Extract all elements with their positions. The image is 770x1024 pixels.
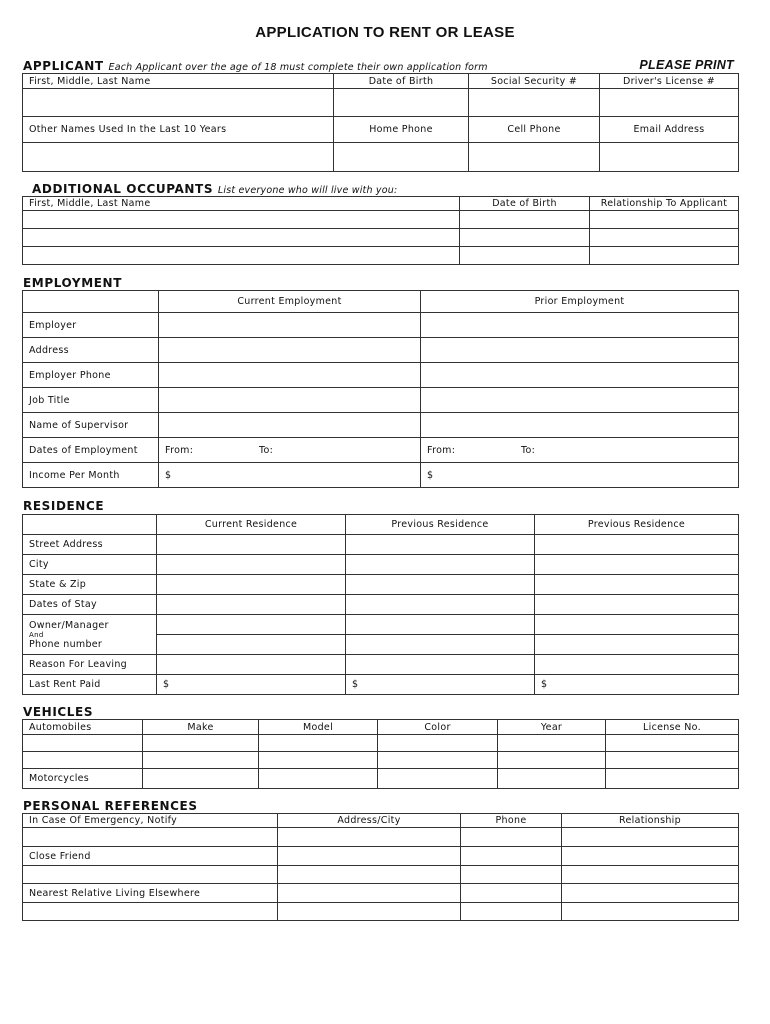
last-rent-paid-label: Last Rent Paid: [23, 675, 157, 695]
residence-field[interactable]: [535, 655, 739, 675]
other-names-field[interactable]: [23, 143, 334, 172]
reference-field[interactable]: [461, 884, 562, 903]
reference-field[interactable]: [562, 903, 739, 921]
residence-field[interactable]: [346, 655, 535, 675]
applicant-license-label: Driver's License #: [600, 74, 739, 89]
address-city-header: Address/City: [278, 814, 461, 828]
vehicle-field[interactable]: [606, 735, 739, 752]
occupants-note: List everyone who will live with you:: [217, 185, 398, 196]
vehicle-field[interactable]: [143, 752, 259, 769]
prior-phone-field[interactable]: [421, 363, 739, 388]
residence-field[interactable]: [157, 635, 346, 655]
dates-of-employment-label: Dates of Employment: [23, 438, 159, 463]
current-employer-field[interactable]: [159, 313, 421, 338]
employer-label: Employer: [23, 313, 159, 338]
residence-field[interactable]: [535, 555, 739, 575]
state-zip-label: State & Zip: [23, 575, 157, 595]
reference-field[interactable]: [278, 847, 461, 866]
license-header: License No.: [606, 720, 739, 735]
currency-symbol: $: [541, 679, 548, 690]
prior-employer-field[interactable]: [421, 313, 739, 338]
current-phone-field[interactable]: [159, 363, 421, 388]
residence-field[interactable]: [346, 535, 535, 555]
occupant-dob-field[interactable]: [460, 211, 590, 229]
applicant-dob-field[interactable]: [334, 89, 469, 117]
emergency-contact-header: In Case Of Emergency, Notify: [23, 814, 278, 828]
vehicle-field[interactable]: [23, 752, 143, 769]
residence-field[interactable]: [346, 595, 535, 615]
currency-symbol: $: [427, 469, 434, 481]
residence-corner: [23, 515, 157, 535]
occupant-relationship-field[interactable]: [590, 211, 739, 229]
vehicle-field[interactable]: [378, 752, 498, 769]
applicant-license-field[interactable]: [600, 89, 739, 117]
motorcycles-label: Motorcycles: [23, 769, 143, 789]
vehicle-field[interactable]: [378, 735, 498, 752]
occupants-section-heading: [32, 182, 397, 196]
residence-heading: RESIDENCE: [23, 499, 105, 513]
reference-field[interactable]: [278, 884, 461, 903]
previous-residence-header: Previous Residence: [346, 515, 535, 535]
residence-field[interactable]: [346, 615, 535, 635]
applicant-table: [22, 73, 739, 172]
year-header: Year: [498, 720, 606, 735]
currency-symbol: $: [165, 469, 172, 481]
phone-number-text: Phone number: [29, 638, 103, 650]
color-header: Color: [378, 720, 498, 735]
previous-residence-header-2: Previous Residence: [535, 515, 739, 535]
residence-table: [22, 514, 739, 695]
vehicle-field[interactable]: [259, 735, 378, 752]
currency-symbol: $: [352, 679, 359, 690]
reference-field[interactable]: [562, 847, 739, 866]
occupants-table: [22, 196, 739, 265]
prior-income-field[interactable]: [421, 463, 739, 488]
email-field[interactable]: [600, 143, 739, 172]
occupant-relationship-field[interactable]: [590, 229, 739, 247]
other-names-label: Other Names Used In the Last 10 Years: [23, 117, 334, 143]
residence-field[interactable]: [346, 635, 535, 655]
reference-field[interactable]: [23, 828, 278, 847]
owner-manager-text: Owner/Manager: [29, 619, 109, 631]
applicant-name-label: First, Middle, Last Name: [23, 74, 334, 89]
reference-field[interactable]: [562, 884, 739, 903]
references-table: [22, 813, 739, 921]
please-print-label: PLEASE PRINT: [639, 58, 734, 72]
vehicles-heading: VEHICLES: [23, 705, 94, 719]
vehicle-field[interactable]: [143, 735, 259, 752]
current-supervisor-field[interactable]: [159, 413, 421, 438]
residence-field[interactable]: [346, 575, 535, 595]
and-text: And: [29, 630, 44, 639]
residence-field[interactable]: [346, 555, 535, 575]
rent-field[interactable]: [535, 675, 739, 695]
to-label: To:: [259, 444, 274, 456]
reference-field[interactable]: [562, 828, 739, 847]
nearest-relative-label: Nearest Relative Living Elsewhere: [23, 884, 278, 903]
reference-field[interactable]: [461, 847, 562, 866]
current-job-title-field[interactable]: [159, 388, 421, 413]
employer-address-label: Address: [23, 338, 159, 363]
rent-field[interactable]: [157, 675, 346, 695]
reference-field[interactable]: [278, 866, 461, 884]
vehicle-field[interactable]: [498, 752, 606, 769]
occupant-dob-field[interactable]: [460, 247, 590, 265]
prior-address-field[interactable]: [421, 338, 739, 363]
residence-field[interactable]: [535, 535, 739, 555]
occupant-name-field[interactable]: [23, 229, 460, 247]
residence-field[interactable]: [535, 615, 739, 635]
occupant-name-field[interactable]: [23, 211, 460, 229]
vehicles-table: [22, 719, 739, 789]
vehicle-field[interactable]: [606, 769, 739, 789]
employment-corner: [23, 291, 159, 313]
vehicle-field[interactable]: [259, 752, 378, 769]
home-phone-field[interactable]: [334, 143, 469, 172]
residence-field[interactable]: [535, 635, 739, 655]
occupant-relationship-field[interactable]: [590, 247, 739, 265]
reference-field[interactable]: [461, 903, 562, 921]
job-title-label: Job Title: [23, 388, 159, 413]
vehicle-field[interactable]: [498, 735, 606, 752]
residence-field[interactable]: [157, 555, 346, 575]
page-title: APPLICATION TO RENT OR LEASE: [255, 24, 515, 41]
residence-field[interactable]: [157, 595, 346, 615]
reason-for-leaving-label: Reason For Leaving: [23, 655, 157, 675]
dates-of-stay-label: Dates of Stay: [23, 595, 157, 615]
city-label: City: [23, 555, 157, 575]
applicant-note: Each Applicant over the age of 18 must complete their own application form: [108, 62, 488, 73]
applicant-name-field[interactable]: [23, 89, 334, 117]
residence-field[interactable]: [535, 575, 739, 595]
owner-manager-label: [23, 615, 157, 655]
applicant-ssn-field[interactable]: [469, 89, 600, 117]
reference-field[interactable]: [278, 828, 461, 847]
cell-phone-field[interactable]: [469, 143, 600, 172]
vehicle-field[interactable]: [498, 769, 606, 789]
street-address-label: Street Address: [23, 535, 157, 555]
current-dates-field[interactable]: [159, 438, 421, 463]
vehicle-field[interactable]: [378, 769, 498, 789]
close-friend-label: Close Friend: [23, 847, 278, 866]
occupant-dob-field[interactable]: [460, 229, 590, 247]
vehicle-field[interactable]: [143, 769, 259, 789]
applicant-ssn-label: Social Security #: [469, 74, 600, 89]
reference-field[interactable]: [23, 903, 278, 921]
residence-field[interactable]: [157, 535, 346, 555]
applicant-dob-label: Date of Birth: [334, 74, 469, 89]
occupant-name-field[interactable]: [23, 247, 460, 265]
prior-dates-field[interactable]: [421, 438, 739, 463]
current-employment-header: Current Employment: [159, 291, 421, 313]
occupant-relationship-header: Relationship To Applicant: [590, 197, 739, 211]
reference-field[interactable]: [461, 828, 562, 847]
prior-job-title-field[interactable]: [421, 388, 739, 413]
rent-field[interactable]: [346, 675, 535, 695]
reference-field[interactable]: [562, 866, 739, 884]
currency-symbol: $: [163, 679, 170, 690]
occupant-name-header: First, Middle, Last Name: [23, 197, 460, 211]
reference-relationship-header: Relationship: [562, 814, 739, 828]
to-label: To:: [521, 444, 536, 456]
employer-phone-label: Employer Phone: [23, 363, 159, 388]
current-address-field[interactable]: [159, 338, 421, 363]
residence-field[interactable]: [157, 615, 346, 635]
income-label: Income Per Month: [23, 463, 159, 488]
vehicle-field[interactable]: [23, 735, 143, 752]
occupants-heading: ADDITIONAL OCCUPANTS: [32, 182, 214, 196]
occupant-dob-header: Date of Birth: [460, 197, 590, 211]
employment-table: [22, 290, 739, 488]
residence-field[interactable]: [535, 595, 739, 615]
residence-field[interactable]: [157, 655, 346, 675]
employment-heading: EMPLOYMENT: [23, 276, 122, 290]
prior-supervisor-field[interactable]: [421, 413, 739, 438]
residence-field[interactable]: [157, 575, 346, 595]
cell-phone-label: Cell Phone: [469, 117, 600, 143]
current-residence-header: Current Residence: [157, 515, 346, 535]
from-label: From:: [165, 444, 194, 456]
supervisor-label: Name of Supervisor: [23, 413, 159, 438]
make-header: Make: [143, 720, 259, 735]
model-header: Model: [259, 720, 378, 735]
reference-field[interactable]: [278, 903, 461, 921]
automobiles-header: Automobiles: [23, 720, 143, 735]
references-heading: PERSONAL REFERENCES: [23, 799, 198, 813]
reference-phone-header: Phone: [461, 814, 562, 828]
applicant-heading: APPLICANT: [23, 59, 104, 73]
applicant-section-heading: [23, 59, 488, 73]
vehicle-field[interactable]: [259, 769, 378, 789]
home-phone-label: Home Phone: [334, 117, 469, 143]
current-income-field[interactable]: [159, 463, 421, 488]
email-label: Email Address: [600, 117, 739, 143]
reference-field[interactable]: [23, 866, 278, 884]
vehicle-field[interactable]: [606, 752, 739, 769]
prior-employment-header: Prior Employment: [421, 291, 739, 313]
reference-field[interactable]: [461, 866, 562, 884]
from-label: From:: [427, 444, 456, 456]
